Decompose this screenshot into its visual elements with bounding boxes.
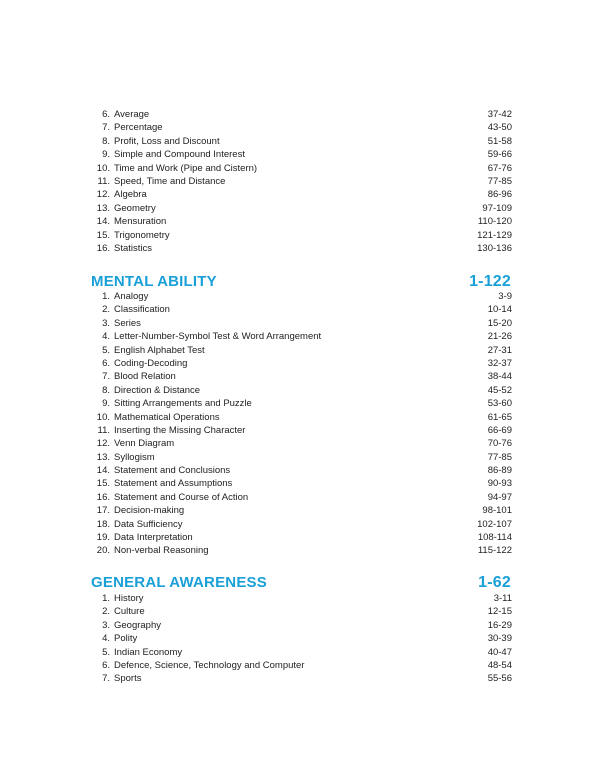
entry-title: Data Sufficiency xyxy=(114,518,183,530)
entry-page-range: 3-9 xyxy=(498,291,512,302)
entry-page-range: 15-20 xyxy=(487,317,512,329)
entry-title: Mensuration xyxy=(114,216,167,228)
entry-title: Statistics xyxy=(114,242,153,254)
entry-page-range: 77-85 xyxy=(487,451,512,463)
entry-page-range: 21-26 xyxy=(487,331,512,343)
toc-entry xyxy=(88,451,512,464)
entry-title: Analogy xyxy=(114,291,149,302)
section-title: MENTAL ABILITY xyxy=(91,273,217,290)
entry-number: 1. xyxy=(102,291,110,302)
entry-number: 5. xyxy=(102,344,110,356)
entry-page-range: 30-39 xyxy=(487,633,512,645)
entry-title: Polity xyxy=(114,633,138,645)
toc-entry xyxy=(88,605,512,618)
toc-entry xyxy=(88,504,512,517)
toc-entry xyxy=(88,411,512,424)
toc-entry xyxy=(88,108,512,121)
entry-title: Mathematical Operations xyxy=(114,411,220,423)
entry-number: 4. xyxy=(102,633,110,645)
section-page-range: 1-122 xyxy=(469,273,511,290)
toc-entry xyxy=(88,397,512,410)
toc-entry xyxy=(88,592,512,605)
entry-title: Classification xyxy=(114,304,170,316)
entry-page-range: 53-60 xyxy=(487,398,512,410)
entry-number: 8. xyxy=(102,135,110,147)
entry-page-range: 115-122 xyxy=(477,545,512,557)
entry-number: 6. xyxy=(102,357,110,369)
toc-entry xyxy=(88,317,512,330)
entry-number: 7. xyxy=(102,371,110,383)
entry-title: Algebra xyxy=(114,189,147,201)
entry-page-range: 94-97 xyxy=(487,491,512,503)
entry-number: 17. xyxy=(96,505,110,517)
entry-number: 4. xyxy=(102,331,110,343)
entry-page-range: 10-14 xyxy=(487,304,512,316)
entry-page-range: 86-96 xyxy=(487,189,512,201)
entry-number: 13. xyxy=(96,451,110,463)
entry-page-range: 108-114 xyxy=(477,532,512,544)
entry-page-range: 61-65 xyxy=(487,411,512,423)
mental-ability-heading xyxy=(91,273,511,291)
entry-page-range: 98-101 xyxy=(482,505,512,517)
entry-page-range: 102-107 xyxy=(477,518,512,530)
entry-page-range: 70-76 xyxy=(487,438,512,450)
toc-entry xyxy=(88,518,512,531)
entry-page-range: 130-136 xyxy=(477,242,512,254)
toc-entry xyxy=(88,135,512,148)
entry-number: 6. xyxy=(102,109,110,120)
entry-page-range: 45-52 xyxy=(487,384,512,396)
entry-title: Statement and Conclusions xyxy=(114,465,231,477)
entry-title: Sports xyxy=(114,673,142,685)
toc-entry xyxy=(88,619,512,632)
toc-entry xyxy=(88,632,512,645)
entry-page-range: 3-11 xyxy=(493,593,512,604)
entry-number: 10. xyxy=(96,162,110,174)
entry-page-range: 32-37 xyxy=(487,357,512,369)
entry-title: Decision-making xyxy=(114,505,185,517)
entry-number: 14. xyxy=(96,216,110,228)
toc-entry xyxy=(88,303,512,316)
entry-title: Statement and Course of Action xyxy=(114,491,249,503)
entry-page-range: 38-44 xyxy=(487,371,512,383)
entry-page-range: 12-15 xyxy=(487,606,512,618)
entry-title: Trigonometry xyxy=(114,229,170,241)
entry-number: 2. xyxy=(102,304,110,316)
toc-entry xyxy=(88,672,512,685)
entry-number: 18. xyxy=(96,518,110,530)
entry-number: 9. xyxy=(102,149,110,161)
toc-entry xyxy=(88,370,512,383)
entry-title: Profit, Loss and Discount xyxy=(114,135,220,147)
entry-number: 12. xyxy=(96,438,110,450)
toc-entry xyxy=(88,659,512,672)
entry-number: 1. xyxy=(102,593,110,604)
toc-entry xyxy=(88,330,512,343)
entry-number: 19. xyxy=(96,532,110,544)
section-title: GENERAL AWARENESS xyxy=(91,574,267,591)
entry-page-range: 59-66 xyxy=(487,149,512,161)
entry-number: 5. xyxy=(102,646,110,658)
entry-title: Series xyxy=(114,317,141,329)
entry-number: 15. xyxy=(96,478,110,490)
entry-number: 3. xyxy=(102,619,110,631)
entry-number: 7. xyxy=(102,673,110,685)
toc-entry xyxy=(88,162,512,175)
entry-title: Simple and Compound Interest xyxy=(114,149,245,161)
entry-page-range: 86-89 xyxy=(487,465,512,477)
entry-number: 11. xyxy=(97,424,110,436)
entry-title: Speed, Time and Distance xyxy=(114,175,226,187)
toc-entry xyxy=(88,531,512,544)
entry-title: Blood Relation xyxy=(114,371,176,383)
toc-entry xyxy=(88,175,512,188)
section-page-range: 1-62 xyxy=(478,574,511,591)
entry-number: 15. xyxy=(96,229,110,241)
entry-page-range: 37-42 xyxy=(487,109,512,120)
entry-number: 14. xyxy=(96,465,110,477)
entry-title: Coding-Decoding xyxy=(114,357,188,369)
general-awareness-list xyxy=(88,592,512,686)
toc-entry xyxy=(88,491,512,504)
entry-page-range: 16-29 xyxy=(487,619,512,631)
toc-entry xyxy=(88,121,512,134)
entry-title: Data Interpretation xyxy=(114,532,193,544)
entry-number: 2. xyxy=(102,606,110,618)
entry-page-range: 97-109 xyxy=(482,202,512,214)
toc-entry xyxy=(88,544,512,557)
toc-entry xyxy=(88,229,512,242)
entry-page-range: 27-31 xyxy=(487,344,512,356)
entry-page-range: 40-47 xyxy=(487,646,512,658)
toc-entry xyxy=(88,437,512,450)
entry-number: 11. xyxy=(97,175,110,187)
mental-ability-list xyxy=(88,290,512,558)
entry-title: Geography xyxy=(114,619,162,631)
entry-title: Direction & Distance xyxy=(114,384,201,396)
quant-list xyxy=(88,108,512,255)
entry-title: Sitting Arrangements and Puzzle xyxy=(114,398,252,410)
toc-entry xyxy=(88,384,512,397)
toc-entry xyxy=(88,477,512,490)
entry-title: Defence, Science, Technology and Computer xyxy=(114,659,305,671)
entry-number: 16. xyxy=(96,242,110,254)
entry-number: 8. xyxy=(102,384,110,396)
entry-number: 16. xyxy=(96,491,110,503)
entry-number: 13. xyxy=(96,202,110,214)
toc-entry xyxy=(88,202,512,215)
entry-number: 20. xyxy=(96,545,110,557)
entry-title: Culture xyxy=(114,606,145,618)
entry-title: English Alphabet Test xyxy=(114,344,205,356)
entry-number: 10. xyxy=(96,411,110,423)
entry-title: Venn Diagram xyxy=(114,438,175,450)
entry-title: Geometry xyxy=(114,202,156,214)
toc-entry xyxy=(88,464,512,477)
toc-entry xyxy=(88,242,512,255)
toc-entry xyxy=(88,148,512,161)
entry-title: Percentage xyxy=(114,122,163,134)
toc-entry xyxy=(88,344,512,357)
entry-page-range: 67-76 xyxy=(487,162,512,174)
entry-number: 12. xyxy=(96,189,110,201)
entry-page-range: 77-85 xyxy=(487,175,512,187)
entry-title: Statement and Assumptions xyxy=(114,478,233,490)
entry-page-range: 43-50 xyxy=(487,122,512,134)
entry-title: Non-verbal Reasoning xyxy=(114,545,209,557)
entry-title: Syllogism xyxy=(114,451,155,463)
entry-page-range: 90-93 xyxy=(487,478,512,490)
entry-title: History xyxy=(114,593,144,604)
entry-number: 9. xyxy=(102,398,110,410)
entry-title: Time and Work (Pipe and Cistern) xyxy=(114,162,258,174)
entry-number: 7. xyxy=(102,122,110,134)
entry-title: Indian Economy xyxy=(114,646,183,658)
toc-entry xyxy=(88,646,512,659)
entry-title: Letter-Number-Symbol Test & Word Arrangement xyxy=(114,331,322,343)
toc-entry xyxy=(88,188,512,201)
entry-title: Inserting the Missing Character xyxy=(114,424,246,436)
general-awareness-heading xyxy=(91,574,511,592)
entry-title: Average xyxy=(114,109,150,120)
entry-page-range: 121-129 xyxy=(477,229,512,241)
entry-number: 3. xyxy=(102,317,110,329)
entry-page-range: 55-56 xyxy=(487,673,512,685)
entry-page-range: 110-120 xyxy=(477,216,512,228)
entry-page-range: 48-54 xyxy=(487,659,512,671)
toc-entry xyxy=(88,424,512,437)
toc-entry xyxy=(88,290,512,303)
entry-page-range: 51-58 xyxy=(487,135,512,147)
entry-page-range: 66-69 xyxy=(487,424,512,436)
toc-entry xyxy=(88,357,512,370)
entry-number: 6. xyxy=(102,659,110,671)
toc-entry xyxy=(88,215,512,228)
